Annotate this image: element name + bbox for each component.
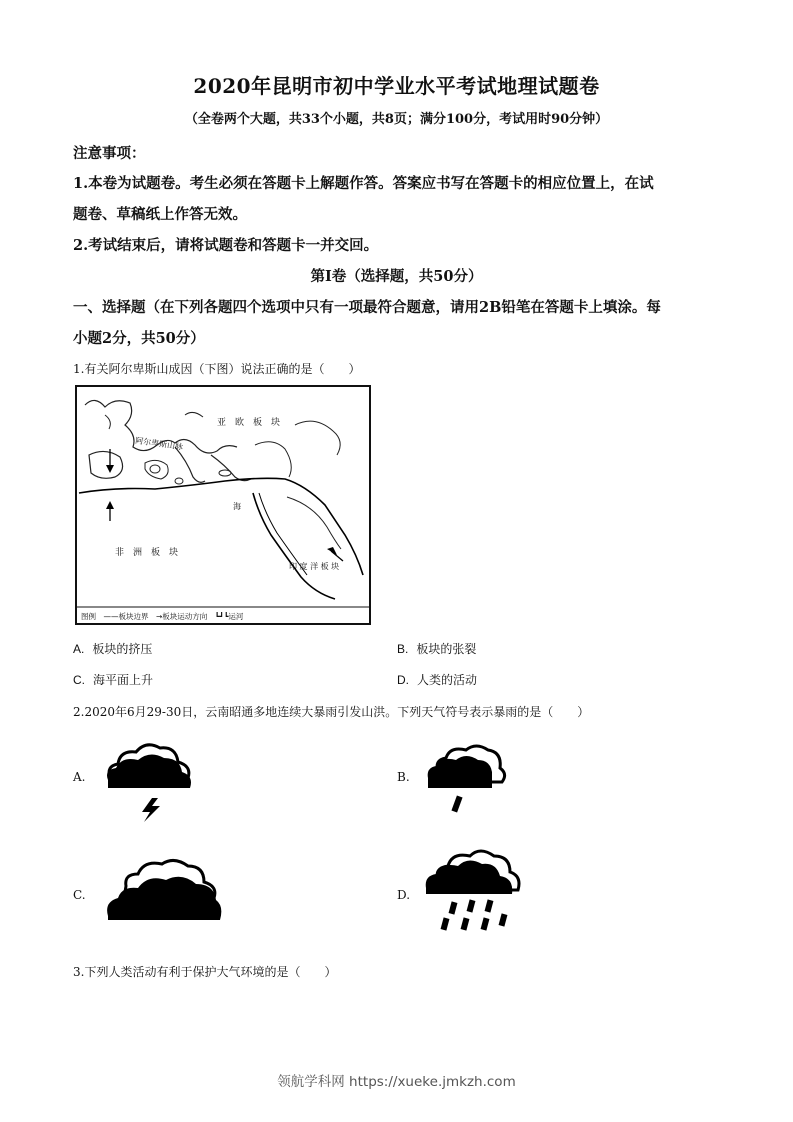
question-3-stem: 3.下列人类活动有利于保护大气环境的是（ ） — [73, 965, 337, 979]
page-title: 2020年昆明市初中学业水平考试地理试题卷 — [193, 74, 600, 98]
question-1-stem: 1.有关阿尔卑斯山成因（下图）说法正确的是（ ） — [73, 362, 361, 376]
indian-ocean-plate-label: 印 度 洋 板 块 — [289, 562, 340, 571]
q1-option-a[interactable] — [73, 640, 152, 657]
sea-label: 海 — [233, 502, 241, 511]
q1-option-b[interactable] — [397, 640, 476, 657]
q1-option-d-letter: D. — [397, 673, 409, 687]
light-rain-icon — [424, 742, 508, 816]
rainstorm-icon — [424, 846, 524, 936]
q1-option-a-letter: A. — [73, 642, 85, 656]
q1-option-d-text: 人类的活动 — [417, 673, 478, 687]
q1-option-c-letter: C. — [73, 673, 85, 687]
map-legend: 图例 ——板块边界 →板块运动方向 ┗┛┗运河 — [81, 612, 244, 621]
question-2-stem: 2.2020年6月29-30日，云南昭通多地连续大暴雨引发山洪。下列天气符号表示暴雨的是（ ） — [73, 705, 590, 719]
q2-option-c-letter[interactable]: C. — [73, 888, 86, 902]
q1-option-c-text: 海平面上升 — [93, 673, 154, 687]
part-one-title: 第Ⅰ卷（选择题，共50分） — [310, 268, 483, 285]
exam-info: （全卷两个大题，共33个小题，共8页；满分100分，考试用时90分钟） — [184, 112, 609, 127]
eurasian-plate-label: 亚 欧 板 块 — [217, 418, 281, 428]
section-one-line-1: 一、选择题（在下列各题四个选项中只有一项最符合题意，请用2B铅笔在答题卡上填涂。每 — [73, 299, 661, 316]
notice-item-2: 2.考试结束后，请将试题卷和答题卡一并交回。 — [73, 237, 379, 254]
q1-option-b-letter: B. — [397, 642, 409, 656]
q1-option-b-text: 板块的张裂 — [416, 642, 477, 656]
q2-option-a-letter[interactable]: A. — [73, 770, 86, 784]
q1-option-c[interactable] — [73, 671, 153, 688]
plate-map-figure — [75, 385, 371, 625]
african-plate-label: 非 洲 板 块 — [115, 548, 179, 558]
notice-item-1-line-1: 1.本卷为试题卷。考生必须在答题卡上解题作答。答案应书写在答题卡的相应位置上，在试 — [73, 175, 654, 192]
footer-watermark: 领航学科网 https://xueke.jmkzh.com — [277, 1074, 516, 1090]
alps-label: 阿尔卑斯山脉 — [134, 436, 184, 452]
overcast-icon — [104, 856, 224, 926]
q2-option-b-letter[interactable]: B. — [397, 770, 410, 784]
thunderstorm-icon — [102, 738, 196, 822]
q2-option-d-letter[interactable]: D. — [397, 888, 411, 902]
q1-option-a-text: 板块的挤压 — [92, 642, 153, 656]
section-one-line-2: 小题2分，共50分） — [73, 330, 205, 347]
q1-option-d[interactable] — [397, 671, 477, 688]
notice-item-1-line-2: 题卷、草稿纸上作答无效。 — [73, 206, 247, 223]
notice-heading: 注意事项： — [73, 145, 146, 162]
